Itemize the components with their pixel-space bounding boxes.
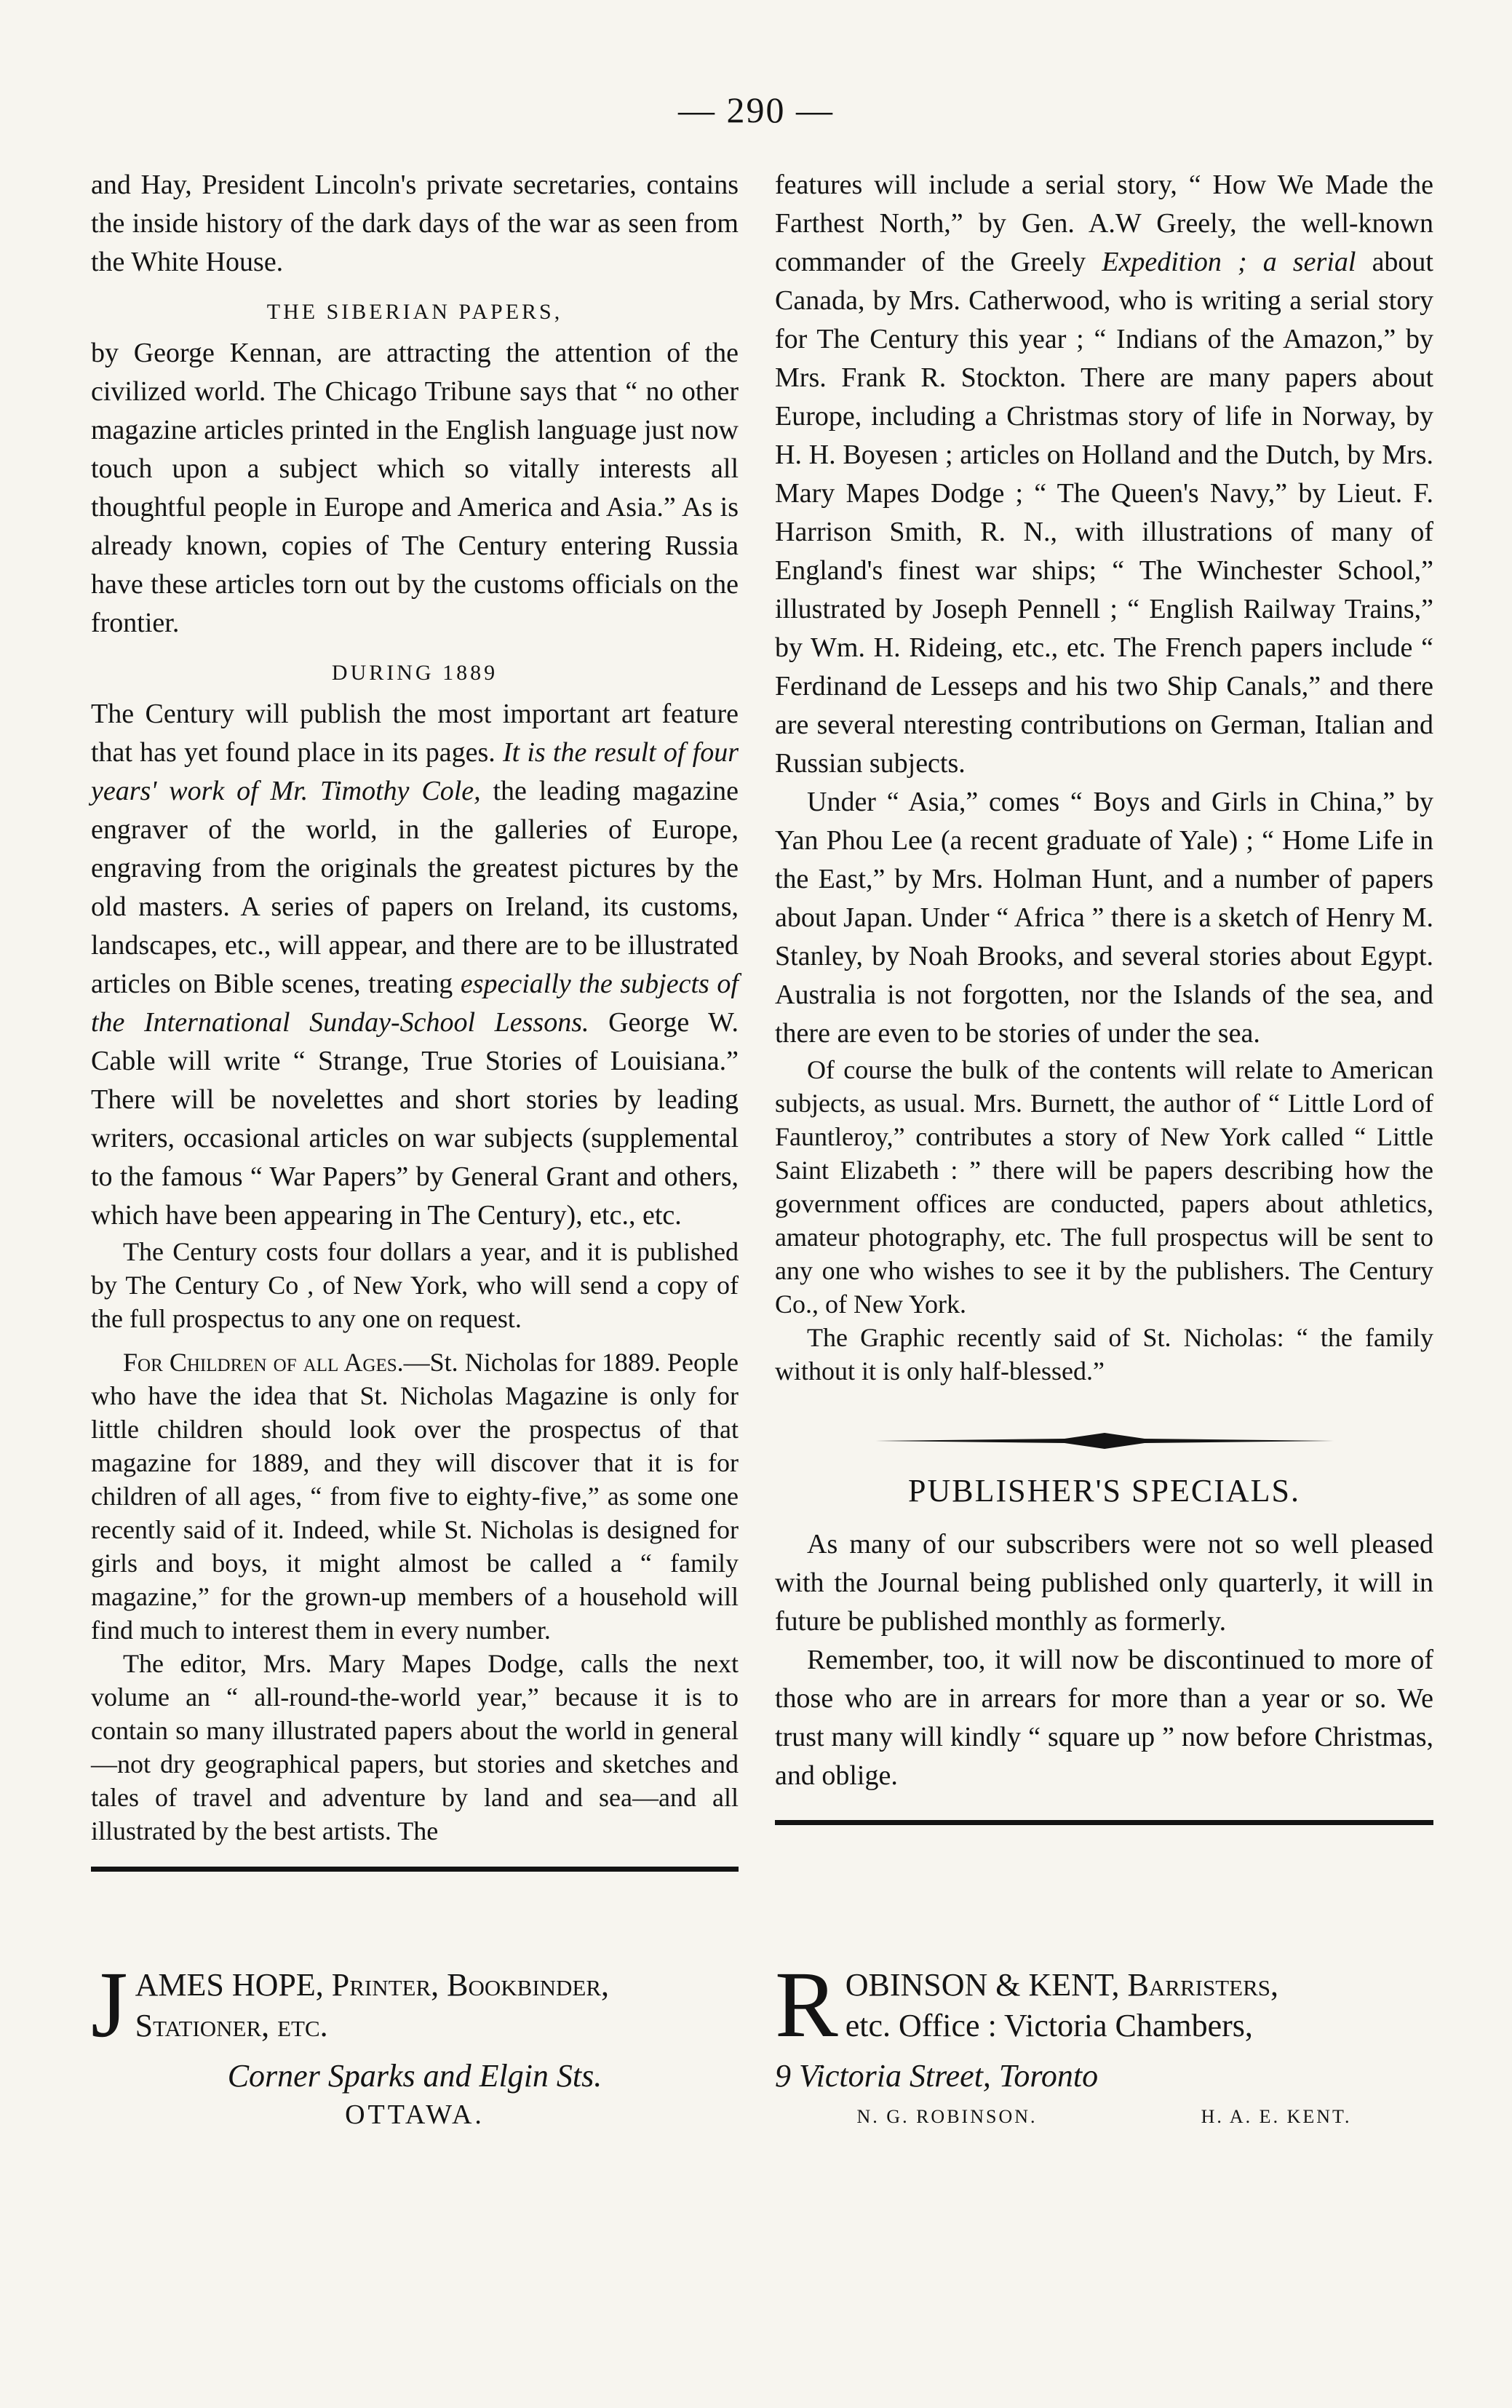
advert-name-robinson: N. G. ROBINSON. xyxy=(856,2106,1038,2127)
paragraph-features xyxy=(775,166,1433,783)
heading-during-1889: DURING 1889 xyxy=(331,661,498,685)
left-divider xyxy=(91,1867,739,1872)
text-features-c: about Canada, by Mrs. Catherwood, who is writing a serial story for The Century this year ; “ Indians of the Amazon,” by Mrs. Frank R. Stockton. There are many papers about Europe, including a Christmas story of life in Norway, by H. H. Boyesen ; articles on Holland and the Dutch, by Mrs. Mary Mapes Dodge ; “ The Queen's Navy,” by Lieut. F. Harrison Smith, R. N., with illustrations of many of England's finest war ships; “ The Winchester School,” illustrated by Joseph Pennell ; “ English Railway Trains,” by Wm. H. Rideing, etc., etc. The French papers include “ Ferdinand de Lesseps and his two Ship Canals,” and there are several nteresting contributions on German, Italian and Russian subjects. xyxy=(775,247,1433,779)
dropcap-j: J xyxy=(91,1952,128,2057)
text-1889-e: George W. Cable will write “ Strange, True Stories of Louisiana.” There will be novelettes and short stories by leading writers, occasional articles on war subjects (supplemental to the famous “ War Papers” by General Grant and others, which have been appearing in The Century), etc., etc. xyxy=(91,1007,739,1231)
text-1889-a: The Century will publish the most important art feature that has yet found place in its pages. xyxy=(91,699,739,768)
advert-hope-line2: Stationer, etc. xyxy=(135,2008,328,2043)
advert-hope-line1: AMES HOPE, Printer, Bookbinder, xyxy=(135,1967,610,2003)
advert-robinson-kent xyxy=(775,1952,1433,2128)
paragraph-graphic-quote: The Graphic recently said of St. Nicholas: “ the family without it is only half-blessed.” xyxy=(775,1323,1433,1386)
advert-robinson-address: 9 Victoria Street, Toronto xyxy=(775,2058,1099,2094)
advert-james-hope xyxy=(91,1952,739,2131)
dropcap-r: R xyxy=(775,1952,838,2057)
paragraph-publishers-1: As many of our subscribers were not so well pleased with the Journal being published only quarterly, it will in future be published monthly as formerly. xyxy=(775,1529,1433,1637)
text-1889-b: It is the result of four years' work of Mr. Timothy Cole, xyxy=(91,737,739,806)
paragraph-publishers-2: Remember, too, it will now be discontinued to more of those who are in arrears for more than a year or so. We trust many will kindly “ square up ” now before Christmas, and oblige. xyxy=(775,1645,1433,1791)
heading-siberian-papers: THE SIBERIAN PAPERS, xyxy=(266,300,563,324)
advert-hope-address: Corner Sparks and Elgin Sts. xyxy=(227,2058,602,2094)
right-column xyxy=(775,166,1433,1825)
advert-robinson-names xyxy=(775,2106,1433,2128)
text-children-body: —St. Nicholas for 1889. People who have the idea that St. Nicholas Magazine is only for little children should look over the prospectus of that magazine for 1889, and they will discover that it is for children of all ages, “ from five to eighty-five,” as some one recently said of it. Indeed, while St. Nicholas is designed for girls and boys, it might almost be called a “ family magazine,” for the grown-up members of a household will find much to interest them in every number. xyxy=(91,1348,739,1645)
paragraph-editor: The editor, Mrs. Mary Mapes Dodge, calls the next volume an “ all-round-the-world year,” because it is to contain so many illustrated papers about the world in general —not dry geographical papers, but stories and sketches and tales of travel and adventure by land and sea—and all illustrated by the best artists. The xyxy=(91,1649,739,1845)
paragraph-century-cost: The Century costs four dollars a year, and it is published by The Century Co , of New York, who will send a copy of the full prospectus to any one on request. xyxy=(91,1237,739,1333)
paragraph-children xyxy=(91,1346,739,1647)
text-children-lead: For Children of all Ages. xyxy=(123,1348,404,1377)
paragraph-1889 xyxy=(91,695,739,1235)
page-number: — 290 — xyxy=(678,90,834,130)
text-features-a: features will include a serial story, “ How We Made the Farthest North,” by Gen. A.W Greely, the well-known commander of the Greely xyxy=(775,170,1433,277)
advert-robinson-line2: etc. Office : Victoria Chambers, xyxy=(845,2008,1253,2043)
ornament-divider-icon xyxy=(875,1431,1334,1450)
paragraph-american-subjects: Of course the bulk of the contents will relate to American subjects, as usual. Mrs. Burnett, the author of “ Little Lord of Fauntleroy,” contributes a story of New York called “ Little Saint Elizabeth : ” there will be papers describing how the government offices are conducted, papers about athletics, amateur photography, etc. The full prospectus will be sent to any one who wishes to see it by the publishers. The Century Co., of New York. xyxy=(775,1055,1433,1319)
publishers-specials-title: PUBLISHER'S SPECIALS. xyxy=(908,1473,1300,1509)
text-features-b: Expedition ; a serial xyxy=(1102,247,1356,277)
right-divider xyxy=(775,1820,1433,1825)
left-column xyxy=(91,166,739,1872)
paragraph-asia: Under “ Asia,” comes “ Boys and Girls in China,” by Yan Phou Lee (a recent graduate of Yale) ; “ Home Life in the East,” by Mrs. Holman Hunt, and a number of papers about Japan. Under “ Africa ” there is a sketch of Henry M. Stanley, by Noah Brooks, and several stories about Egypt. Australia is not forgotten, nor the Islands of the sea, and there are even to be stories of under the sea. xyxy=(775,787,1433,1049)
paragraph-intro: and Hay, President Lincoln's private secretaries, contains the inside history of the dark days of the war as seen from the White House. xyxy=(91,170,739,277)
advert-robinson-line1: OBINSON & KENT, Barristers, xyxy=(845,1967,1278,2003)
paragraph-siberian-papers: by George Kennan, are attracting the attention of the civilized world. The Chicago Tribune says that “ no other magazine articles printed in the English language just now touch upon a subject which so vitally interests all thoughtful people in Europe and America and Asia.” As is already known, copies of The Century entering Russia have these articles torn out by the customs officials on the frontier. xyxy=(91,338,739,638)
advert-name-kent: H. A. E. KENT. xyxy=(1201,2106,1352,2127)
text-1889-c: the leading magazine engraver of the world, in the galleries of Europe, engraving from the originals the greatest pictures by the old masters. A series of papers on Ireland, its customs, landscapes, etc., will appear, and there are to be illustrated articles on Bible scenes, treating xyxy=(91,776,739,999)
advert-hope-city: OTTAWA. xyxy=(345,2099,485,2130)
text-1889-d: especially the subjects of the International Sunday-School Lessons. xyxy=(91,969,739,1038)
